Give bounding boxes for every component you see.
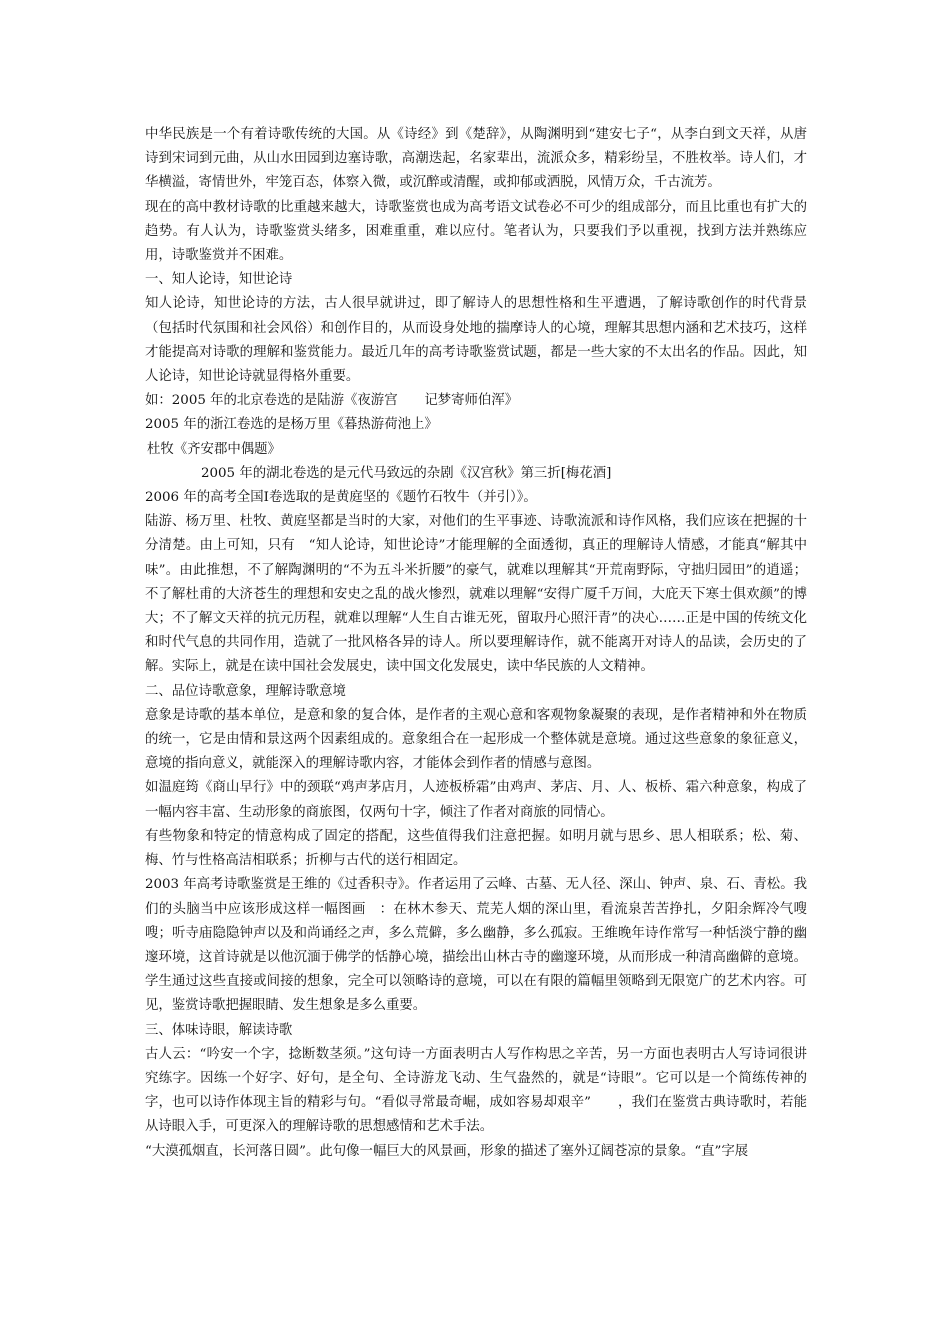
paragraph-poets-analysis: 陆游、杨万里、杜牧、黄庭坚都是当时的大家，对他们的生平事迹、诗歌流派和诗作风格，我们应该在把握的十分清楚。由上可知，只有 “知人论诗，知世论诗”才能理解的全面透彻，真正的理解诗人情感，才能真“解其中味”。由此推想，不了解陶渊明的“不为五斗米折腰”的豪气，就难以理解其“开荒南野际，守拙归园田”的逍遥；不了解杜甫的大济苍生的理想和安史之乱的战火惨烈，就难以理解“安得广厦千万间，大庇天下寒士俱欢颜”的博大；不了解文天祥的抗元历程，就难以理解“人生自古谁无死，留取丹心照汗青”的决心……正是中国的传统文化和时代气息的共同作用，造就了一批风格各异的诗人。所以要理解诗作，就不能离开对诗人的品读，会历史的了解。实际上，就是在读中国社会发展史，读中国文化发展史，读中华民族的人文精神。 [145, 514, 807, 675]
example-beijing-2005: 如：2005 年的北京卷选的是陆游《夜游宫 记梦寄师伯浑》 [145, 393, 519, 409]
section-heading-1: 一、知人论诗，知世论诗 [145, 272, 293, 288]
paragraph-damo-guyan: “大漠孤烟直，长河落日圆”。此句像一幅巨大的风景画，形象的描述了塞外辽阔苍凉的景象。“直”字展 [145, 1143, 749, 1159]
section-heading-2: 二、品位诗歌意象，理解诗歌意境 [145, 683, 346, 699]
paragraph-zhiren-lunshi: 知人论诗，知世论诗的方法，古人很早就讲过，即了解诗人的思想性格和生平遭遇，了解诗歌创作的时代背景（包括时代氛围和社会风俗）和创作目的，从而设身处地的揣摩诗人的心境，理解其思想内涵和艺术技巧，这样才能提高对诗歌的理解和鉴赏能力。最近几年的高考诗歌鉴赏试题，都是一些大家的不太出名的作品。因此，知人论诗，知世论诗就显得格外重要。 [145, 296, 807, 385]
paragraph-wangwei-2003: 2003 年高考诗歌鉴赏是王维的《过香积寺》。作者运用了云峰、古墓、无人径、深山、钟声、泉、石、青松。我们的头脑当中应该形成这样一幅图画 ：在林木参天、荒芜人烟的深山里，看流泉苦苦挣扎，夕阳余辉冷气嗖嗖；听寺庙隐隐钟声以及和尚诵经之声，多么荒僻，多么幽静，多么孤寂。王维晚年诗作常写一种恬淡宁静的幽邃环境，这首诗就是以他沉湎于佛学的恬静心境，描绘出山林古寺的幽邃环境，从而形成一种清高幽僻的意境。学生通过这些直接或间接的想象，完全可以领略诗的意境，可以在有限的篇幅里领略到无限宽广的艺术内容。可见，鉴赏诗歌把握眼睛、发生想象是多么重要。 [145, 877, 807, 1014]
paragraph-intro: 中华民族是一个有着诗歌传统的大国。从《诗经》到《楚辞》，从陶渊明到“建安七子“，从李白到文天祥，从唐诗到宋词到元曲，从山水田园到边塞诗歌，高潮迭起，名家辈出，流派众多，精彩纷呈，不胜枚举。诗人们，才华横溢，寄情世外，牢笼百态，体察入微，或沉醉或清醒，或抑郁或洒脱，风情万众，千古流芳。 [145, 127, 807, 191]
document-page [145, 123, 807, 1164]
example-zhejiang-2005: 2005 年的浙江卷选的是杨万里《暮热游荷池上》 [145, 417, 438, 433]
paragraph-exam-importance: 现在的高中教材诗歌的比重越来越大，诗歌鉴赏也成为高考语文试卷必不可少的组成部分，而且比重也有扩大的趋势。有人认为，诗歌鉴赏头绪多，困难重重，难以应付。笔者认为，只要我们予以重视，找到方法并熟练应用，诗歌鉴赏并不困难。 [145, 199, 807, 264]
example-hubei-2005: 2005 年的湖北卷选的是元代马致远的杂剧《汉宫秋》第三折[梅花酒] [201, 465, 612, 481]
paragraph-poem-eye: 古人云：“吟安一个字，捻断数茎须。”这句诗一方面表明古人写作构思之辛苦，另一方面也表明古人写诗词很讲究练字。因练一个好字、好句，是全句、全诗游龙飞动、生气盎然的，就是“诗眼”。它可以是一个简练传神的字，也可以诗作体现主旨的精彩与句。“看似寻常最奇崛，成如容易却艰辛” ，我们在鉴赏古典诗歌时，若能从诗眼入手，可更深入的理解诗歌的思想感情和艺术手法。 [145, 1046, 807, 1135]
example-quanguo-2006: 2006 年的高考全国Ⅰ卷选取的是黄庭坚的《题竹石牧牛（并引）》。 [145, 490, 537, 506]
paragraph-fixed-imagery: 有些物象和特定的情意构成了固定的搭配，这些值得我们注意把握。如明月就与思乡、思人相联系；松、菊、梅、竹与性格高洁相联系；折柳与古代的送行相固定。 [145, 828, 807, 869]
section-heading-3: 三、体味诗眼，解读诗歌 [145, 1022, 293, 1038]
paragraph-imagery-definition: 意象是诗歌的基本单位，是意和象的复合体，是作者的主观心意和客观物象凝聚的表现，是作者精神和外在物质的统一，它是由情和景这两个因素组成的。意象组合在一起形成一个整体就是意境。通过这些意象的象征意义，意境的指向意义，就能深入的理解诗歌内容，才能体会到作者的情感与意图。 [145, 707, 807, 772]
paragraph-wentingyun-example: 如温庭筠《商山早行》中的颈联“鸡声茅店月，人迹板桥霜”由鸡声、茅店、月、人、板桥、霜六种意象，构成了一幅内容丰富、生动形象的商旅图，仅两句十字，倾注了作者对商旅的同情心。 [145, 780, 807, 820]
example-dumu: 杜牧《齐安郡中偶题》 [147, 441, 281, 457]
